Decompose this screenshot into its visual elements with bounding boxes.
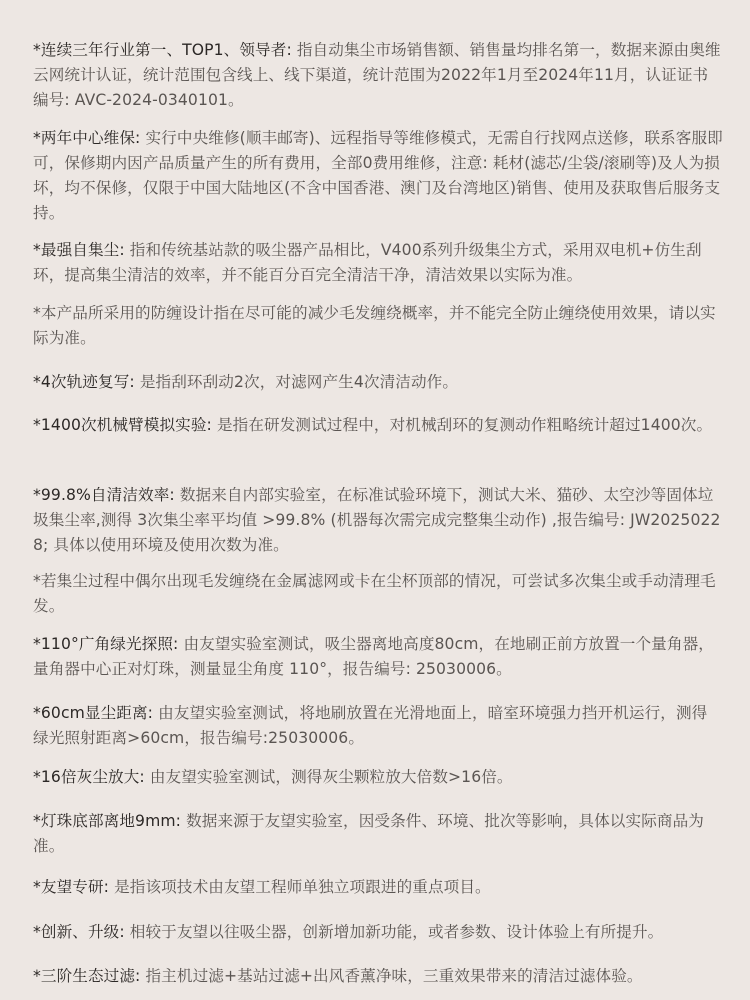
note-desc: 由友望实验室测试，将地刷放置在光滑地面上，暗室环境强力挡开机运行，测得绿光照射距离>60cm，报告编号:25030006。 — [33, 704, 708, 747]
note-desc: 指和传统基站款的吸尘器产品相比，V400系列升级集尘方式，采用双电机+仿生刮环，提高集尘清洁的效率，并不能百分百完全清洁干净，清洁效果以实际为准。 — [33, 241, 702, 284]
note-self-collect — [33, 238, 723, 288]
note-desc: 指自动集尘市场销售额、销售量均排名第一，数据来源由奥维云网统计认证，统计范围包含线上、线下渠道，统计范围为2022年1月至2024年11月，认证证书编号: AVC-2024-0340101。 — [33, 41, 721, 109]
note-desc: 是指在研发测试过程中，对机械刮环的复测动作粗略统计超过1400次。 — [216, 416, 713, 434]
note-term: *110°广角绿光探照: — [33, 635, 184, 653]
note-top1 — [33, 38, 723, 113]
note-dust-distance — [33, 701, 723, 751]
note-term: *连续三年行业第一、TOP1、领导者: — [33, 41, 297, 59]
note-proprietary — [33, 875, 723, 900]
note-anti-tangle — [33, 301, 723, 351]
note-green-light — [33, 632, 723, 682]
note-desc: *若集尘过程中偶尔出现毛发缠绕在金属滤网或卡在尘杯顶部的情况，可尝试多次集尘或手动清理毛发。 — [33, 572, 716, 615]
note-desc: 相较于友望以往吸尘器，创新增加新功能，或者参数、设计体验上有所提升。 — [129, 923, 664, 941]
note-desc: 数据来自内部实验室，在标准试验环境下，测试大米、猫砂、太空沙等固体垃圾集尘率,测得 3次集尘率平均值 >99.8% (机器每次需完成完整集尘动作) ,报告编号: JW20250228; 具体以使用环境及使用次数为准。 — [33, 486, 721, 554]
note-term: *99.8%自清洁效率: — [33, 486, 180, 504]
note-desc: 实行中央维修(顺丰邮寄)、远程指导等维修模式，无需自行找网点送修，联系客服即可，保修期内因产品质量产生的所有费用，全部0费用维修，注意: 耗材(滤芯/尘袋/滚刷等)及人为损坏，均不保修，仅限于中国大陆地区(不含中国香港、澳门及台湾地区)销售、使用及获取售后服务支持。 — [33, 129, 723, 222]
note-desc: 是指该项技术由友望工程师单独立项跟进的重点项目。 — [114, 878, 491, 896]
note-track-rewrite — [33, 370, 723, 395]
note-term: *创新、升级: — [33, 923, 130, 941]
note-term: *两年中心维保: — [33, 129, 146, 147]
note-desc: 数据来源于友望实验室，因受条件、环境、批次等影响，具体以实际商品为准。 — [33, 812, 704, 855]
note-term: *三阶生态过滤: — [33, 967, 146, 985]
note-led-height — [33, 809, 723, 859]
note-filtration — [33, 964, 723, 989]
note-term: *友望专研: — [33, 878, 115, 896]
note-desc: 由友望实验室测试，吸尘器离地高度80cm，在地刷正前方放置一个量角器，量角器中心正对灯珠，测量显尘角度 110°，报告编号: 25030006。 — [33, 635, 714, 678]
note-desc: 是指刮环刮动2次，对滤网产生4次清洁动作。 — [139, 373, 459, 391]
note-self-clean — [33, 483, 723, 558]
note-term: *60cm显尘距离: — [33, 704, 159, 722]
note-innovation — [33, 920, 723, 945]
note-robot-arm — [33, 413, 723, 438]
note-hair-tangle — [33, 569, 723, 619]
note-term: *灯珠底部离地9mm: — [33, 812, 187, 830]
note-desc: 指主机过滤+基站过滤+出风香薰净味，三重效果带来的清洁过滤体验。 — [145, 967, 643, 985]
note-term: *4次轨迹复写: — [33, 373, 140, 391]
note-term: *1400次机械臂模拟实验: — [33, 416, 217, 434]
note-warranty — [33, 126, 723, 226]
note-desc: 由友望实验室测试，测得灰尘颗粒放大倍数>16倍。 — [149, 768, 513, 786]
note-term: *最强自集尘: — [33, 241, 130, 259]
note-desc: *本产品所采用的防缠设计指在尽可能的减少毛发缠绕概率，并不能完全防止缠绕使用效果，请以实际为准。 — [33, 304, 716, 347]
note-term: *16倍灰尘放大: — [33, 768, 150, 786]
note-dust-magnify — [33, 765, 723, 790]
